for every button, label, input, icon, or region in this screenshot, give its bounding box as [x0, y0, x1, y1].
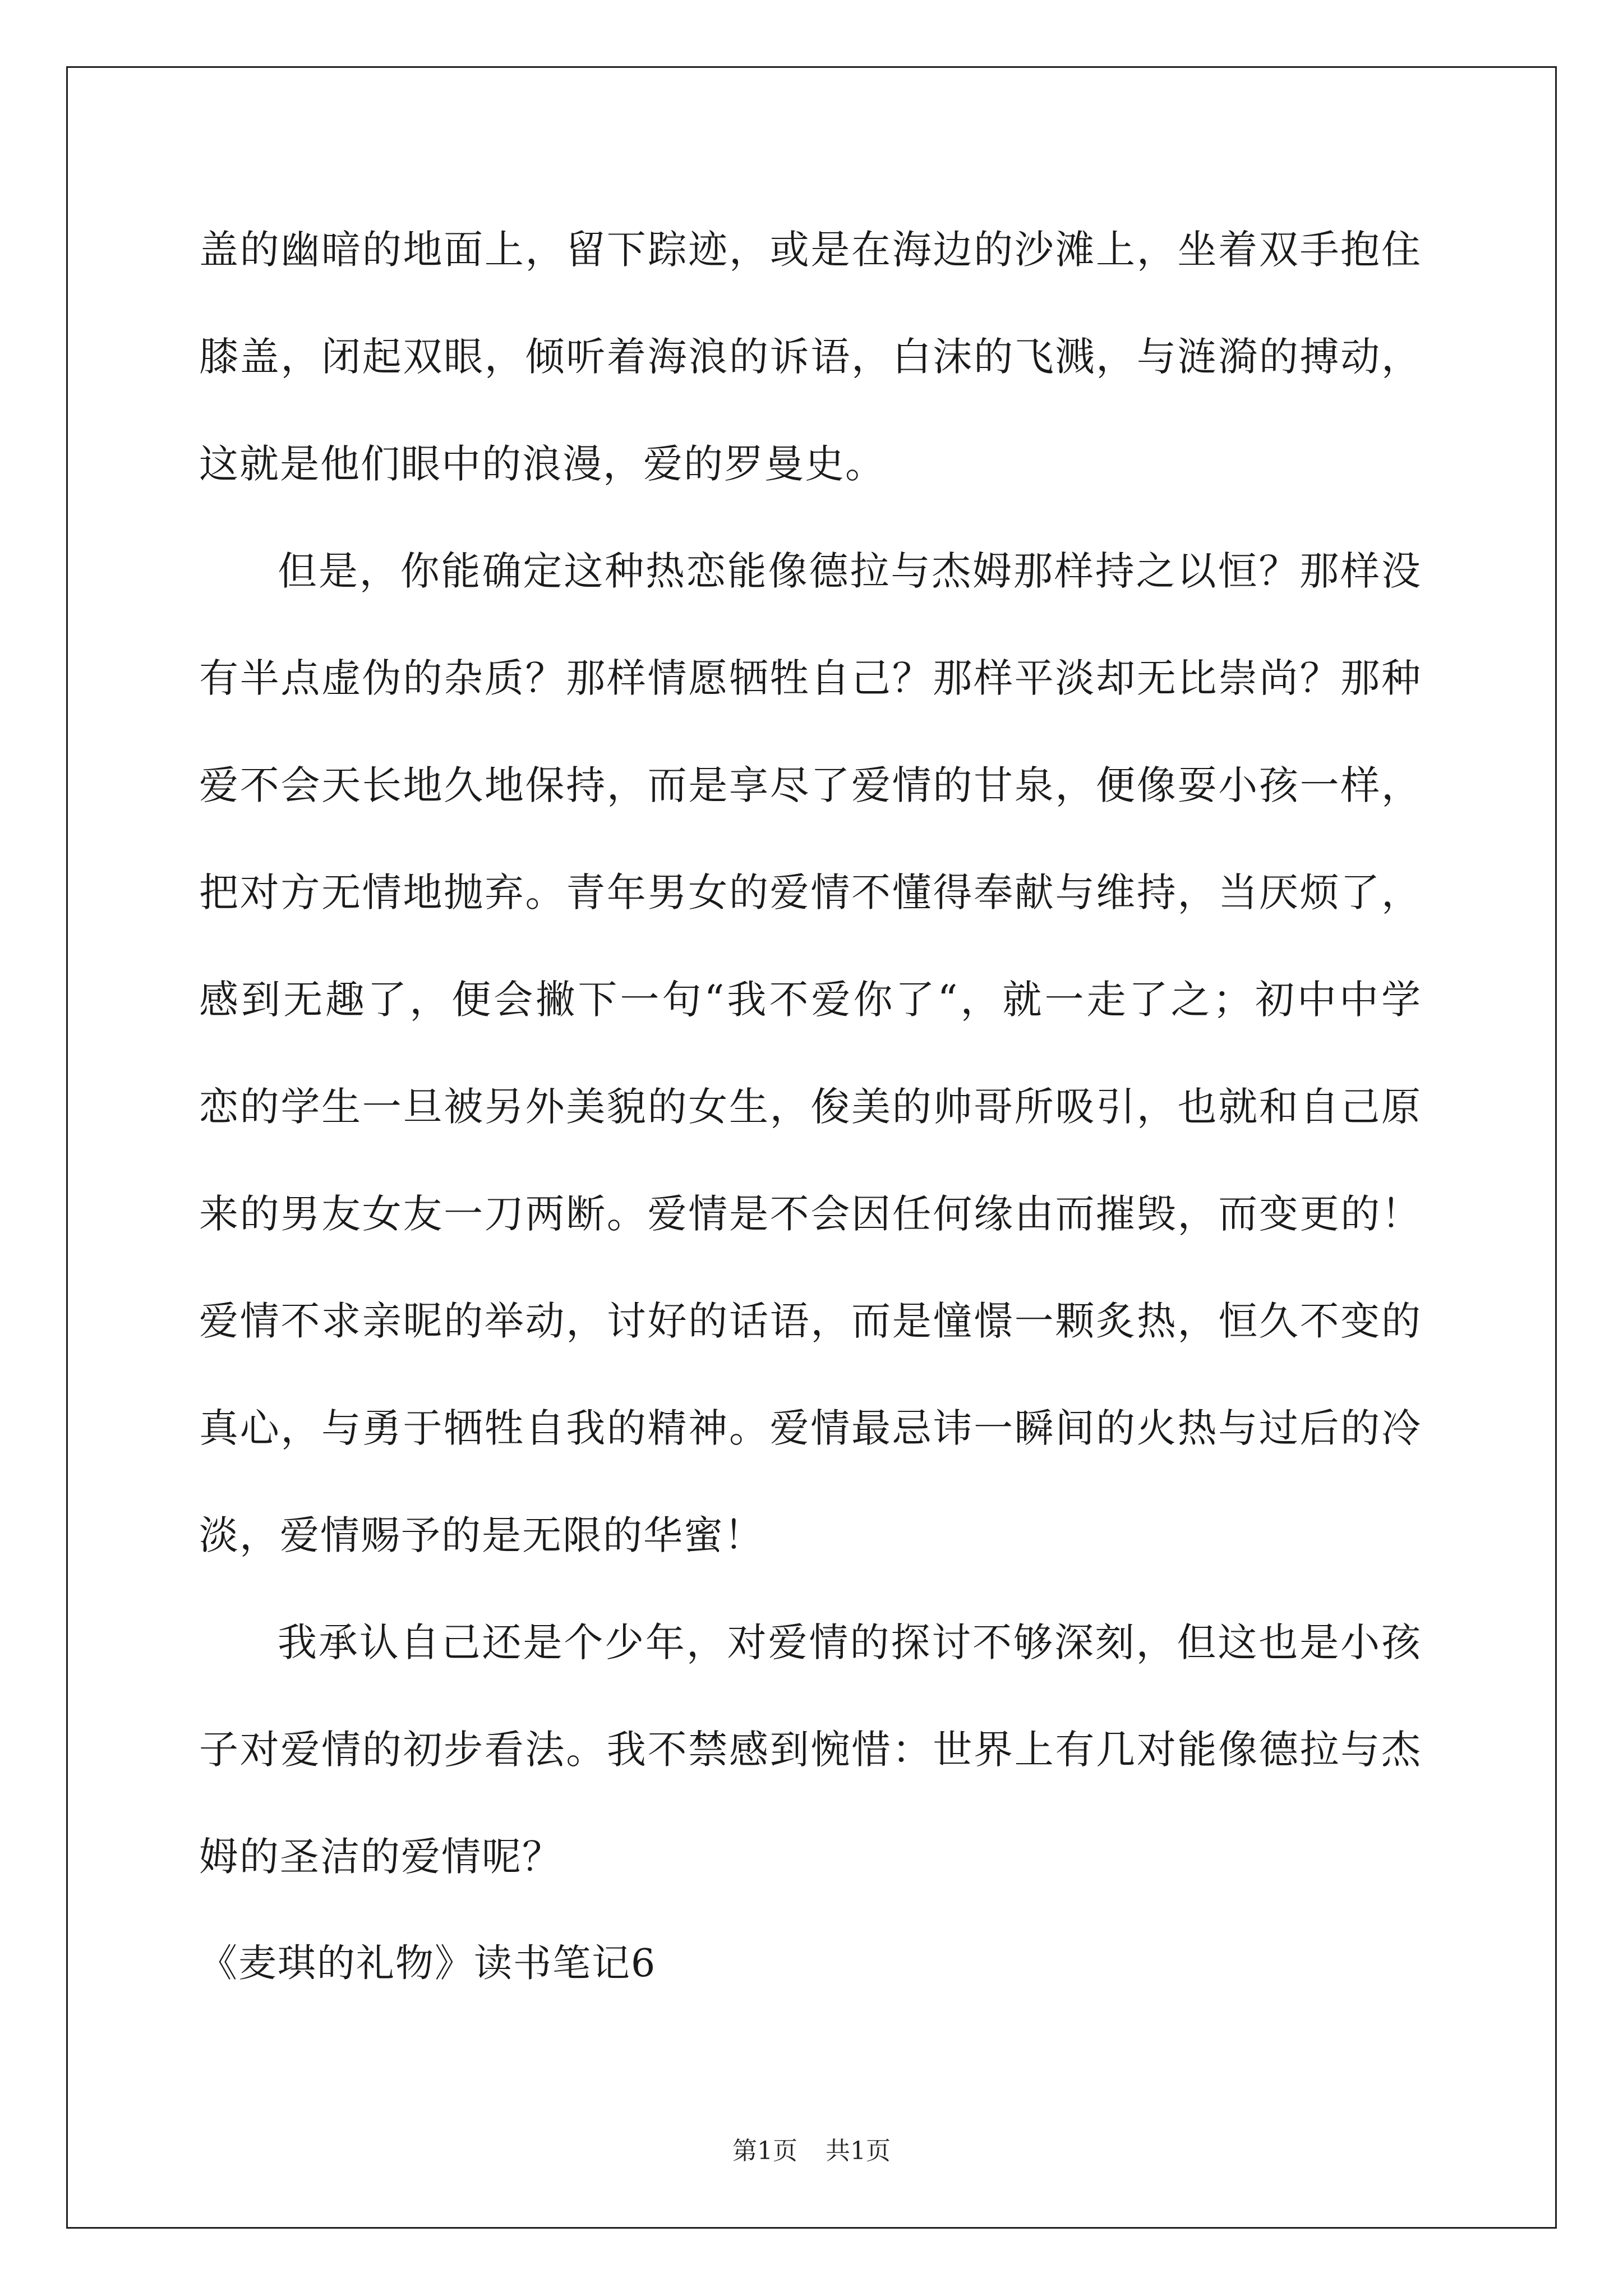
text-line: 爱不会天长地久地保持，而是享尽了爱情的甘泉，便像耍小孩一样， — [199, 762, 1422, 808]
text-line: 真心，与勇于牺牲自我的精神。爱情最忌讳一瞬间的火热与过后的冷 — [199, 1405, 1422, 1451]
text-line: 恋的学生一旦被另外美貌的女生，俊美的帅哥所吸引，也就和自己原 — [199, 1084, 1422, 1130]
text-line: 淡，爱情赐予的是无限的华蜜！ — [199, 1512, 764, 1558]
text-line: 但是，你能确定这种热恋能像德拉与杰姆那样持之以恒？那样没 — [278, 548, 1422, 594]
page-count: 共1页 — [826, 2137, 891, 2165]
paragraph — [199, 1609, 1422, 1930]
text-line: 姆的圣洁的爱情呢？ — [199, 1834, 562, 1880]
text-line: 有半点虚伪的杂质？那样情愿牺牲自己？那样平淡却无比崇尚？那种 — [199, 655, 1422, 701]
text-line: 把对方无情地抛弃。青年男女的爱情不懂得奉献与维持，当厌烦了， — [199, 869, 1422, 915]
page-footer — [0, 2134, 1623, 2168]
text-line: 这就是他们眼中的浪漫，爱的罗曼史。 — [199, 441, 886, 487]
paragraph — [199, 537, 1422, 1609]
page-number: 第1页 — [732, 2137, 797, 2165]
text-line: 爱情不求亲昵的举动，讨好的话语，而是憧憬一颗炙热，恒久不变的 — [199, 1298, 1422, 1344]
text-line: 膝盖，闭起双眼，倾听着海浪的诉语，白沫的飞溅，与涟漪的搏动， — [199, 334, 1422, 380]
text-line: 盖的幽暗的地面上，留下踪迹，或是在海边的沙滩上，坐着双手抱住 — [199, 227, 1422, 273]
text-line: 感到无趣了，便会撇下一句“我不爱你了“，就一走了之；初中中学 — [199, 977, 1422, 1023]
text-line: 我承认自己还是个少年，对爱情的探讨不够深刻，但这也是小孩 — [278, 1619, 1422, 1665]
paragraph — [199, 216, 1422, 537]
document-body — [199, 216, 1422, 2037]
section-title: 《麦琪的礼物》读书笔记6 — [199, 1941, 657, 1986]
text-line: 子对爱情的初步看法。我不禁感到惋惜：世界上有几对能像德拉与杰 — [199, 1727, 1422, 1773]
text-line: 来的男友女友一刀两断。爱情是不会因任何缘由而摧毁，而变更的！ — [199, 1191, 1422, 1237]
